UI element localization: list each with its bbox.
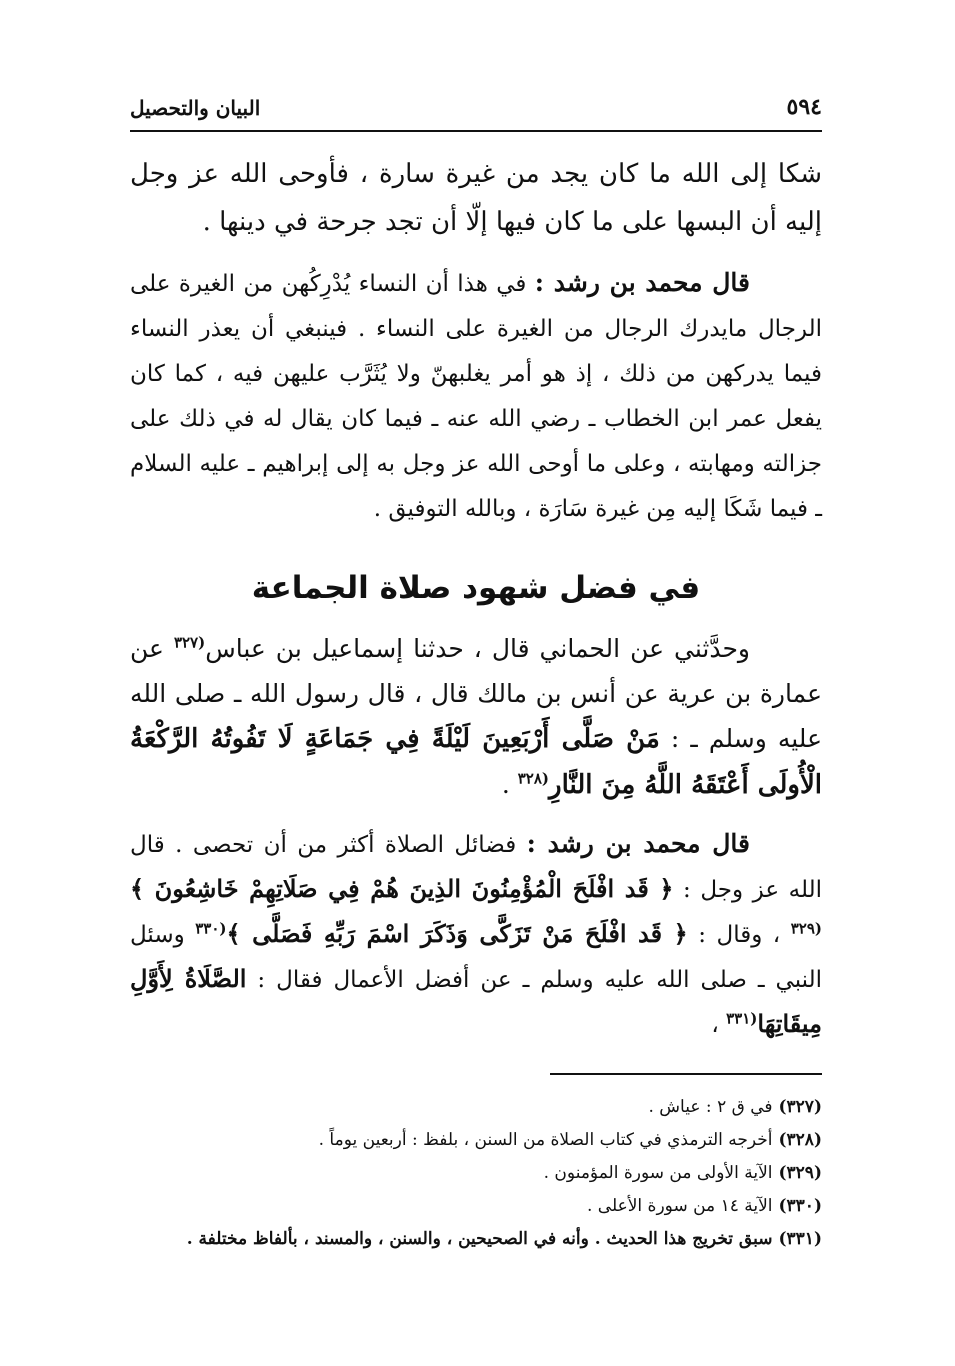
commentary-text-2d: ،	[711, 1012, 727, 1038]
isnad-text: وحدَّثني عن الحماني قال ، حدثنا إسماعيل بن عباس	[205, 634, 750, 663]
hadith-end: .	[501, 770, 518, 799]
footnote-item	[130, 1091, 822, 1124]
footnote-number: (٣٣١)	[778, 1229, 822, 1249]
commentary-text: في هذا أن النساء يُدْرِكُهن من الغيرة على الرجال مايدرك الرجال من الغيرة على النساء . فينبغي أن يعذر النساء فيما يدركهن من ذلك ، إذ هو أمر يغلبهنّ ولا يُثَرَّب عليهن فيه ، كما كان يفعل عمر ابن الخطاب ـ رضي الله عنه ـ فيما كان يقال له في ذلك على جزالته ومهابته ، وعلى ما أوحى الله عز وجل به إلى إبراهيم ـ عليه السلام ـ فيما شَكَا إليه مِن غيرة سَارَة ، وبالله التوفيق .	[130, 271, 823, 522]
commentary-text-2a: فضائل الصلاة أكثر من أن تحصى . قال الله عز وجل :	[130, 832, 822, 903]
footnote-text: في ق ٢ : عياش .	[648, 1097, 773, 1117]
footnote-separator	[550, 1073, 822, 1075]
footnote-text: الآية ١٤ من سورة الأعلى .	[586, 1196, 773, 1216]
footnote-ref-327[interactable]: (٣٢٧	[173, 633, 206, 652]
running-title: البيان والتحصيل	[130, 96, 261, 120]
running-header	[130, 88, 822, 132]
footnotes	[130, 1091, 822, 1256]
section-title: في فضل شهود صلاة الجماعة	[251, 570, 701, 606]
footnote-ref-329[interactable]: (٣٢٩	[790, 919, 822, 938]
quran-verse-1: ﴿ قَد افْلَحَ الْمُؤْمِنُونَ الذِينَ هُمْ فِي صَلَاتِهِمْ خَاشِعُونَ ﴾	[130, 874, 674, 903]
commentary-paragraph-1	[130, 260, 822, 532]
page-number: ٥٩٤	[786, 94, 822, 120]
hadith-quote: الصَّلَاةُ لِأَوَّلِ مِيقَاتِهَا	[130, 964, 822, 1038]
footnote-item	[130, 1157, 822, 1190]
footnote-ref-328[interactable]: (٣٢٨	[517, 769, 550, 788]
book-page	[130, 88, 822, 1338]
footnote-item	[130, 1190, 822, 1223]
footnote-item	[130, 1223, 822, 1256]
footnote-number: (٣٢٧)	[778, 1097, 822, 1117]
footnote-number: (٣٣٠)	[778, 1196, 822, 1216]
footnote-number: (٣٢٨)	[778, 1130, 822, 1150]
isnad-text-continued: عن عمارة بن عرية عن أنس بن مالك قال ، قال رسول الله ـ صلى الله عليه وسلم ـ :	[130, 634, 822, 753]
footnote-ref-330[interactable]: (٣٣٠	[195, 919, 227, 938]
hadith-text: مَنْ صَلَّى أَرْبَعِينَ لَيْلَةً فِي جَمَاعَةٍ لَا تَفُوتُهُ الرَّكْعَةُ الْأُولَى أَعْتَقَهُ اللَّهُ مِنَ النَّارِ	[130, 724, 822, 800]
hadith-paragraph	[130, 626, 822, 808]
footnote-text: الآية الأولى من سورة المؤمنون .	[543, 1163, 773, 1183]
commentary-text-2b: ، وقال :	[687, 922, 791, 948]
footnote-text: سبق تخريج هذا الحديث . وأنه في الصحيحين ، والسنن ، والمسند ، بألفاظ مختلفة .	[186, 1229, 773, 1249]
quran-verse-2: ﴿ قَد افْلَحَ مَنْ تَزَكَّى وَذَكَرَ اسْمَ رَبِّهِ فَصَلَّى ﴾	[226, 919, 688, 948]
commentator-lead-2: قال محمد بن رشد :	[526, 829, 751, 858]
footnote-number: (٣٢٩)	[778, 1163, 822, 1183]
footnote-text: أخرجه الترمذي في كتاب الصلاة من السنن ، بلفظ : أربعين يوماً .	[318, 1130, 773, 1150]
commentary-paragraph-2	[130, 822, 822, 1047]
continuation-paragraph: شكا إلى الله ما كان يجد من غيرة سارة ، فأوحى الله عز وجل إليه أن البسها على ما كان فيها إلّا أن تجد جرحة في دينها .	[130, 159, 822, 237]
commentary-text-2c: وسئل النبي ـ صلى الله عليه وسلم ـ عن أفضل الأعمال فقال :	[130, 922, 822, 993]
main-text	[130, 150, 822, 1047]
footnote-ref-331[interactable]: (٣٣١	[726, 1009, 758, 1028]
commentator-lead: قال محمد بن رشد :	[534, 268, 751, 297]
footnote-item	[130, 1124, 822, 1157]
